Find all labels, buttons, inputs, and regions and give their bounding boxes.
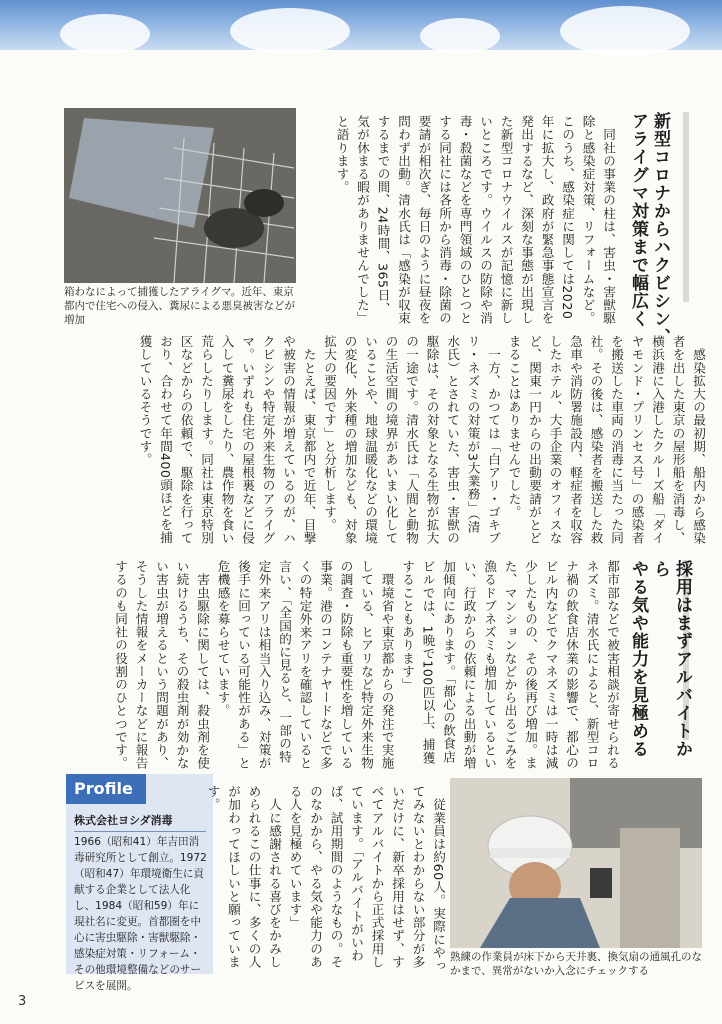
photo-caption: 熟練の作業員が床下から天井裏、換気扇の通風孔のなかまで、異常がないか入念にチェックする (450, 951, 702, 977)
article-text-column: 感染拡大の最初期、船内から感染者を出した東京の屋形船を消毒し、横浜港に入港したクルーズ船「ダイヤモンド・プリンセス号」の感染者を搬送した車両の消毒に当たった同社。その後は、感染者を搬送した救急車や消防署施設内、軽症者を収容したホテル、大手企業のオフィスなど、関東一円からの出動要請がとどまることはありませんでした。 一方、かつては「白アリ・ゴキブリ・ネズミの対策が3大業務」（清水氏）とされていた、害虫・害獣の駆除は、その対象となる生物が拡大の一途です。清水氏は「人間と動物の生活空間の境界があいまい化していることや、地球温暖化などの環境の変化、外来種の増加なども、対象拡大の要因です」と分析します。 たとえば、東京都内で近年、目撃や被害の情報が増えているのが、ハクビシンや特定外来生物のアライグマ。いずれも住宅の屋根裏などに侵入して糞尿をしたり、農作物を食い荒らしたりします。同社は東京特別区などからの依頼で、駆除を行っており、合わせて年間400頭ほどを捕獲しているそうです。 (137, 335, 706, 545)
raccoon-trap-photo (64, 108, 296, 283)
profile-tab: Profile (66, 774, 146, 804)
profile-box (66, 774, 213, 992)
heading-accent-bar (683, 112, 689, 302)
article-text-column: 同社の事業の柱は、害虫・害獣駆除と感染症対策、リフォームなど。このうち、感染症に関しては2020年に拡大し、政府が緊急事態宣言を発出するなど、深刻な事態が出現した新型コロナウイルスが記憶に新しいところです。ウイルスの防除や消毒・殺菌などを専門領域のひとつとする同社には各所から消毒・除菌の要請が相次ぎ、毎日のように昼夜を問わず出動。清水氏は「感染が収束するまでの間、24時間、365日、気が休まる暇がありませんでした」と語ります。 (334, 115, 616, 325)
cloud-shape (230, 8, 350, 54)
cloud-shape (60, 14, 150, 54)
cloud-shape (560, 6, 690, 56)
article-text-column: 従業員は約60人。実際にやってみないとわからない部分が多いだけに、新卒採用はせず、すべてアルバイトから正式採用しています。「アルバイトがいわば、試用期間のようなもの。そのなかから、やる気や能力のある人を見極めています」 人に感謝される喜びをかみしめられるこの仕事に、多くの人が加わってほしいと願っています。 (205, 785, 446, 973)
worker-illustration (450, 778, 702, 948)
heading-line: 採用はまずアルバイトから (650, 560, 692, 758)
heading-line: やる気や能力を見極める (628, 560, 648, 758)
cloud-shape (420, 18, 500, 54)
company-name: 株式会社ヨシダ消毒 (74, 812, 206, 832)
section2-heading (627, 560, 693, 760)
sky-banner (0, 0, 722, 50)
heading-line: アライグマ対策まで幅広く (628, 112, 648, 328)
heading-line: 新型コロナからハクビシン、 (650, 112, 670, 346)
profile-description: 1966（昭和41）年吉田消毒研究所として創立。1972（昭和47）年環境衛生に貢献する企業として法人化し、1984（昭和59）年に現社名に変更。首都圏を中心に害虫駆除・害獣駆除・感染症対策・リフォーム・その他環境整備などのサービスを展開。 (74, 836, 207, 992)
page-number: 3 (18, 994, 27, 1009)
article-text-column: 都市部などで被害相談が寄せられるネズミ。清水氏によると、新型コロナ禍の飲食店休業の影響で、都心のビル内などでクマネズミは一時は減少したものの、その後再び増加。また、マンションなどから出るごみを漁るドブネズミも増加しているといい、行政からの依頼による出動が増加傾向にあります。「都心の飲食店ビルでは、1晩で100匹以上、捕獲することもあります」 環境省や東京都からの発注で実施している、ヒアリなど特定外来生物の調査・防除も重要性を増している事業。港のコンテナヤードなどで多くの特定外来アリを確認していると言い、「全国的に見ると、一部の特定外来アリは相当入り込み、対策が後手に回っている可能性がある」と危機感を募らせています。 害虫駆除に関しては、殺虫剤を使い続けるうち、その殺虫剤が効かない害虫が増えるという問題があり、そうした情報をメーカーなどに報告するのも同社の役割のひとつです。 (113, 560, 620, 770)
cage-illustration (64, 108, 296, 283)
photo-caption: 箱わなによって捕獲したアライグマ。近年、東京都内で住宅への侵入、糞尿による悪臭被害などが増加 (64, 286, 295, 326)
worker-photo (450, 778, 702, 948)
